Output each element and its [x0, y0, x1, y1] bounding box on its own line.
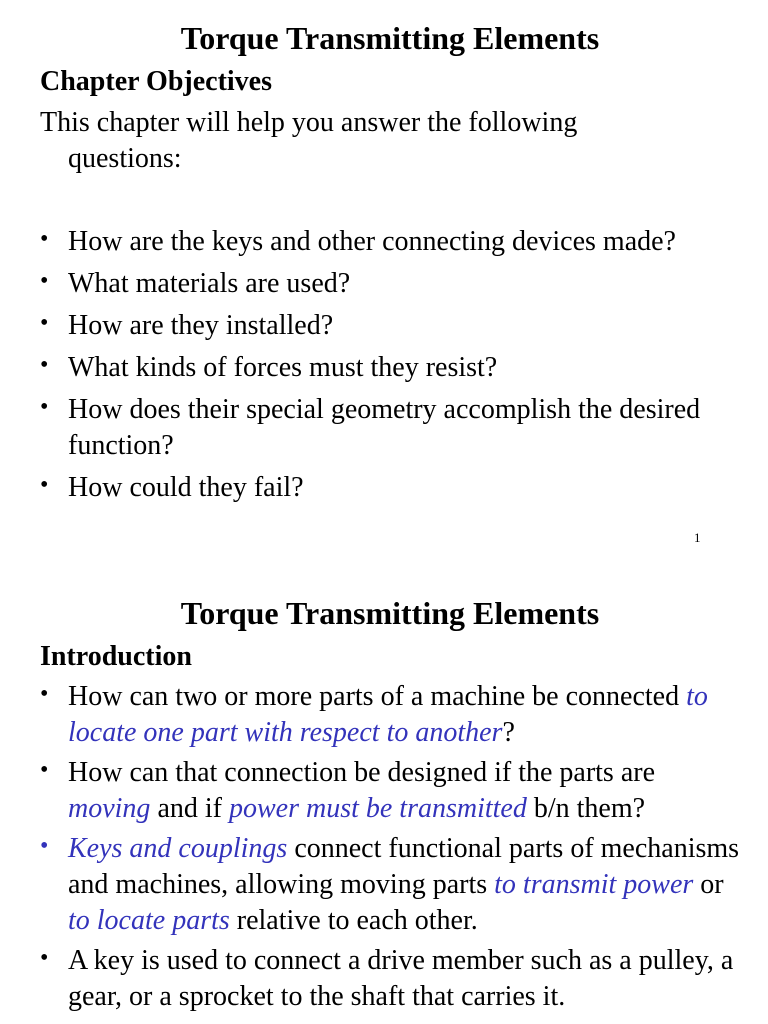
bullet-3-text-3: relative to each other. — [229, 905, 478, 936]
list-item — [40, 350, 740, 386]
bullet-3-text-1: connect functional parts of mechanisms and machines, allowing moving parts — [68, 833, 740, 900]
list-item — [40, 266, 740, 302]
list-item — [40, 224, 740, 260]
bullet-3-emphasis-keys: Keys and couplings — [68, 833, 288, 864]
bullet-4-text: A key is used to connect a drive member such as a pulley, a gear, or a sprocket to the shaft that carries it. — [68, 945, 734, 1012]
bullet-icon: • — [40, 268, 49, 294]
list-item — [40, 679, 740, 751]
slide-2 — [0, 575, 768, 1024]
introduction-list — [40, 679, 740, 1015]
bullet-3-emphasis-locate: to locate parts — [68, 905, 230, 936]
bullet-2-emphasis-power: power must be transmitted — [228, 793, 527, 824]
bullet-2-mid: and if — [150, 793, 229, 824]
bullet-2-emphasis-moving: moving — [68, 793, 151, 824]
list-item-text: How could they fail? — [68, 472, 304, 503]
objectives-list — [40, 224, 740, 506]
slide-1-title: Torque Transmitting Elements — [180, 20, 600, 56]
list-item — [40, 943, 740, 1015]
list-item-text: What materials are used? — [68, 268, 351, 299]
bullet-1-text: How can two or more parts of a machine be connected — [68, 681, 680, 712]
bullet-1-emphasis: to locate one part with respect to another — [68, 681, 708, 748]
bullet-icon: • — [40, 945, 49, 971]
page-number: 1 — [694, 530, 701, 545]
list-item — [40, 755, 740, 827]
bullet-icon: • — [40, 226, 49, 252]
bullet-1-end: ? — [502, 717, 515, 748]
chapter-objectives-heading: Chapter Objectives — [40, 66, 272, 97]
intro-paragraph — [40, 105, 740, 177]
bullet-3-emphasis-transmit: to transmit power — [494, 869, 694, 900]
intro-line-1: This chapter will help you answer the following — [40, 107, 578, 138]
bullet-2-end: b/n them? — [526, 793, 646, 824]
bullet-icon: • — [40, 833, 49, 859]
list-item-text: How are the keys and other connecting devices made? — [68, 226, 676, 257]
list-item — [40, 470, 740, 506]
list-item-text: How are they installed? — [68, 310, 334, 341]
bullet-icon: • — [40, 394, 49, 420]
intro-line-2: questions: — [68, 143, 182, 174]
list-item — [40, 831, 740, 939]
bullet-2-text: How can that connection be designed if the parts are — [68, 757, 656, 788]
bullet-icon: • — [40, 310, 49, 336]
list-item — [40, 308, 740, 344]
list-item-text: What kinds of forces must they resist? — [68, 352, 498, 383]
list-item — [40, 392, 740, 464]
bullet-icon: • — [40, 757, 49, 783]
bullet-icon: • — [40, 681, 49, 707]
bullet-icon: • — [40, 352, 49, 378]
list-item-text: How does their special geometry accomplish the desired function? — [68, 394, 701, 461]
bullet-3-text-2: or — [693, 869, 724, 900]
bullet-icon: • — [40, 472, 49, 498]
slide-2-title: Torque Transmitting Elements — [180, 595, 600, 631]
introduction-heading: Introduction — [40, 641, 192, 672]
